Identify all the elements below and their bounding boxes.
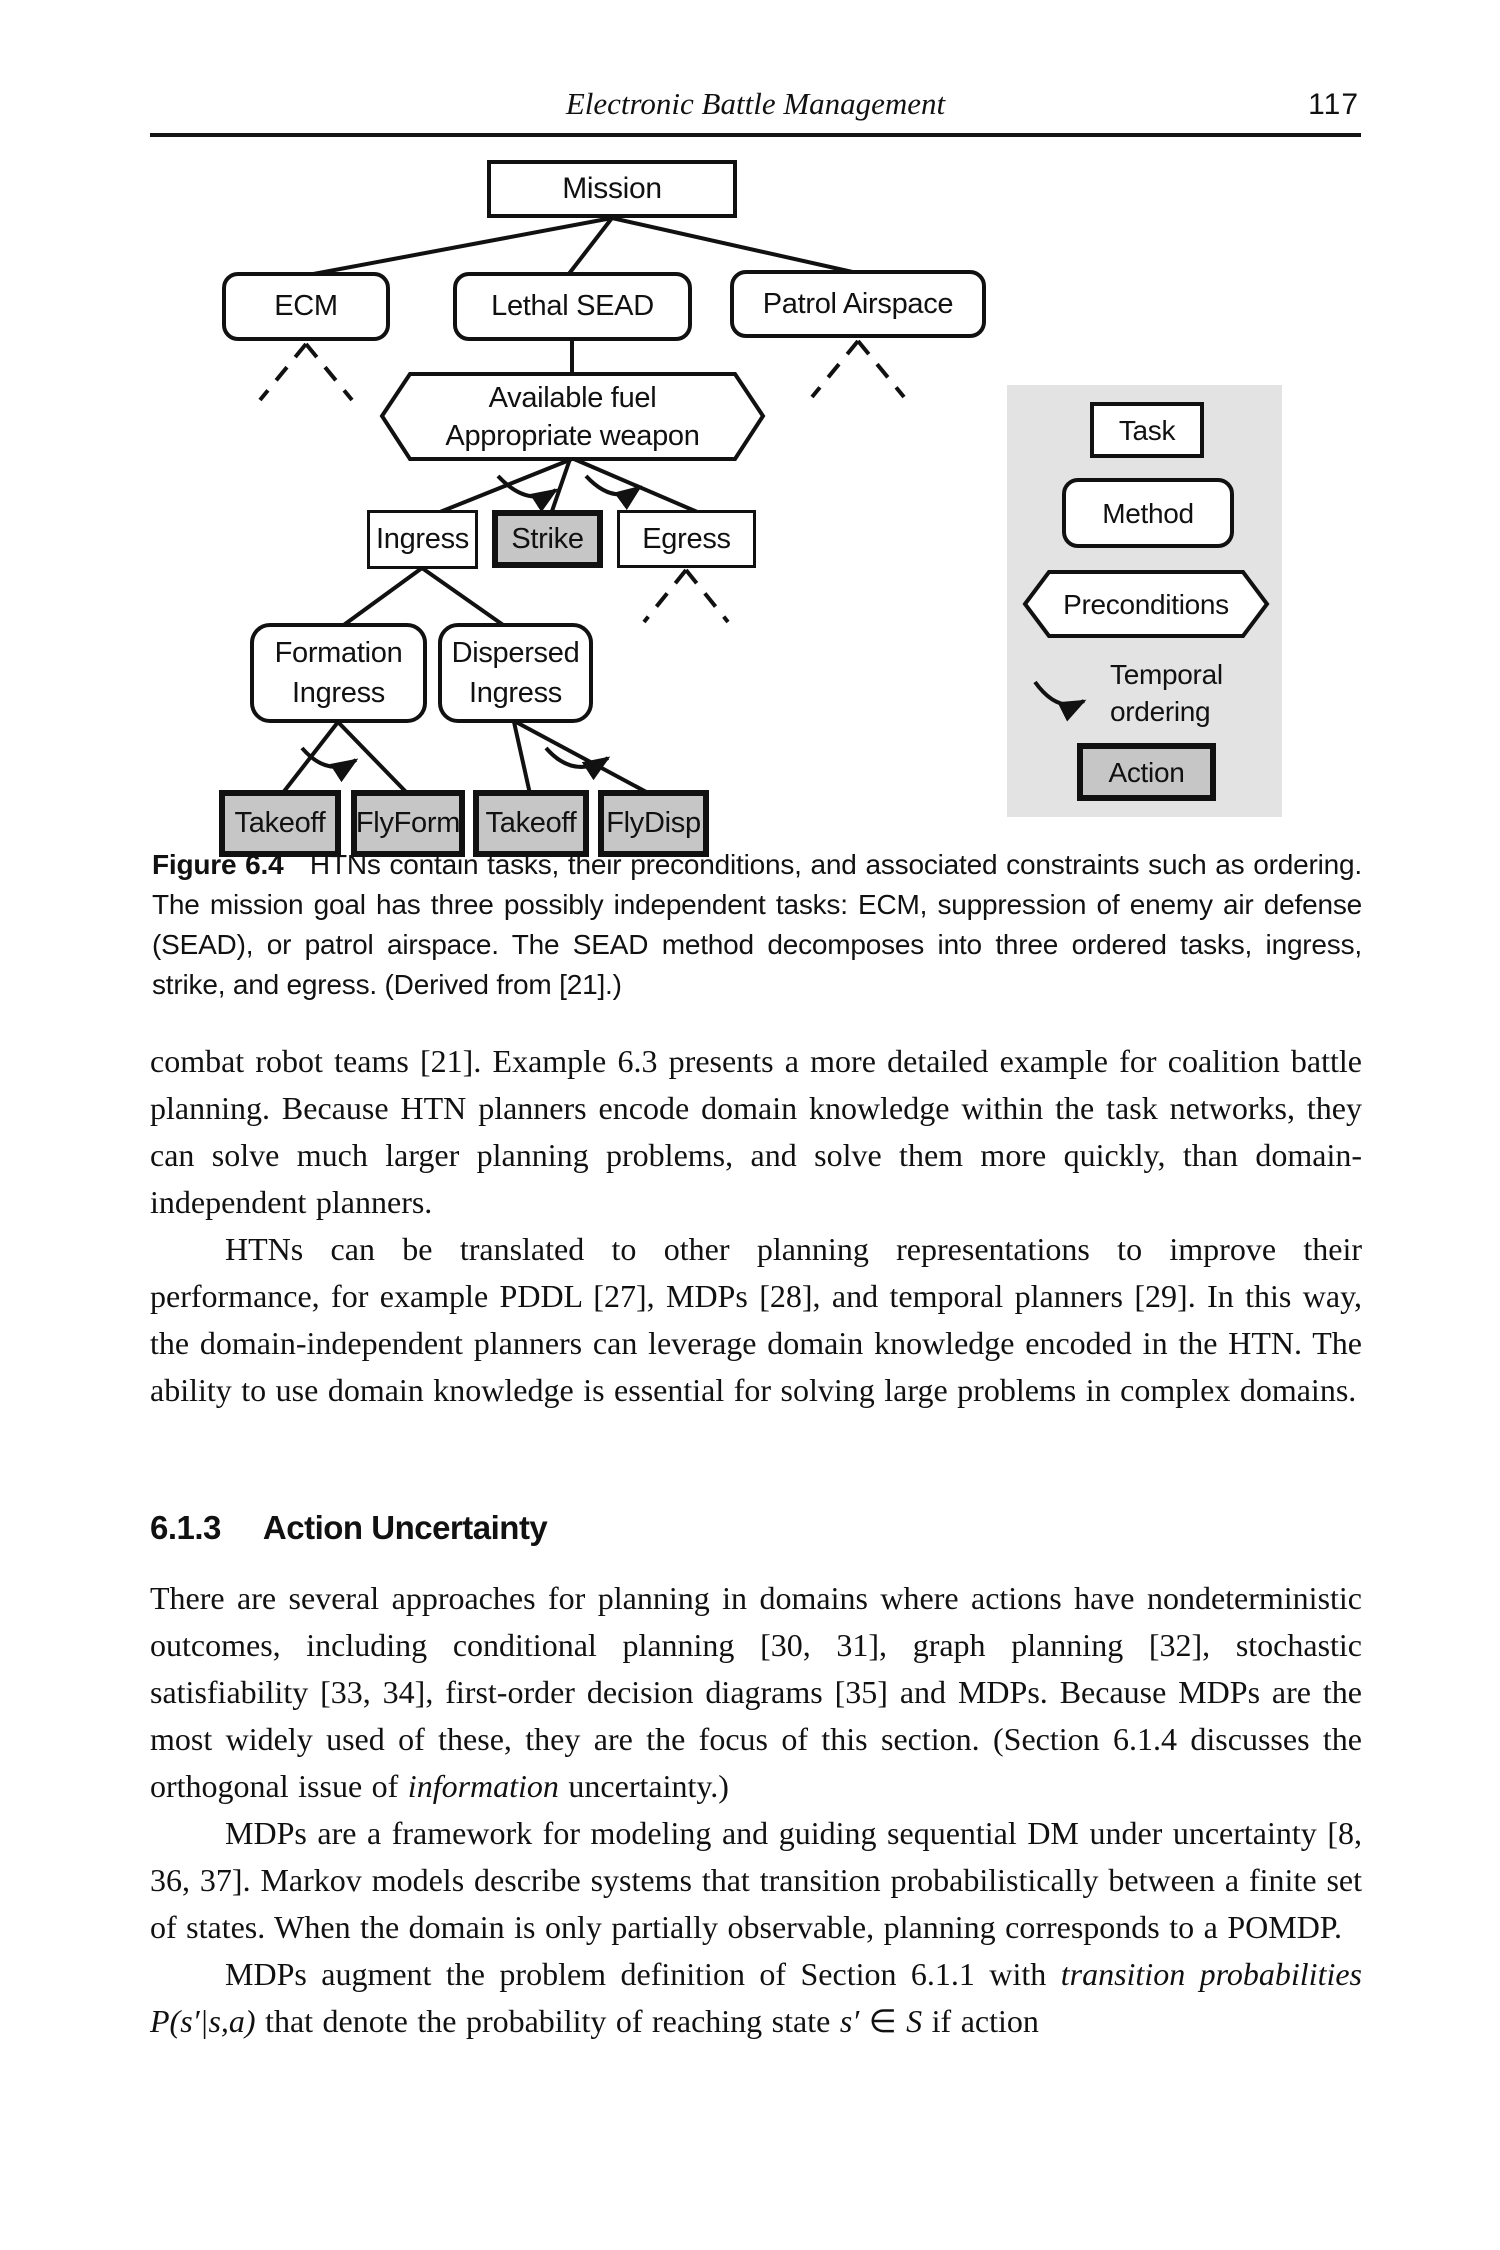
section-title: Action Uncertainty [262,1509,548,1546]
node-strike: Strike [492,510,603,568]
node-mission: Mission [487,160,737,218]
cutoff-mark-egress-left [644,570,686,622]
figure-caption: Figure 6.4 HTNs contain tasks, their preconditions, and associated constraints such as ordering. The mission goal has three possibly independent tasks: ECM, suppression of enemy air defense (SEAD), or patrol airspace. The SEAD method decomposes into three ordered tasks, ingress, strike, and egress. (Derived from [21].) [152,849,1362,1000]
connector-mission-patrol-airspace [612,218,857,273]
node-egress: Egress [617,510,756,568]
cutoff-mark-ecm-left [260,344,306,400]
connector-formation-flyform [338,722,408,794]
node-dispersed-ingress: Dispersed Ingress [438,623,593,723]
body-text-block-2 [150,1575,1362,2045]
paragraph-5: MDPs augment the problem definition of Section 6.1.1 with transition probabilities P(s′|s,a) that denote the probability of reaching state s′ ∈ S if action [150,1956,1363,2039]
connector-ingress-formation [341,568,422,627]
legend-action: Action [1077,743,1216,801]
connector-hex-ingress [435,459,572,514]
node-lethal-sead: Lethal SEAD [453,272,692,341]
section-number: 6.1.3 [150,1509,221,1546]
connector-dispersed-takeoff [514,722,530,794]
paragraph-4: MDPs are a framework for modeling and guiding sequential DM under uncertainty [8, 36, 37]. Markov models describe systems that transition probabilistically between a finite set of states. When the domain is only partially observable, planning corresponds to a POMDP. [150,1815,1362,1945]
temporal-arrow-takeoff-flyform [302,748,356,767]
cutoff-mark-patrol-left [812,341,858,397]
connector-dispersed-flydisp [516,722,650,794]
sead-decomposition-connectors [435,459,702,514]
node-flydisp: FlyDisp [598,790,709,857]
node-formation-ingress: Formation Ingress [250,623,427,723]
section-heading [150,1509,547,1547]
connector-mission-ecm [308,218,612,275]
node-ingress: Ingress [367,510,478,569]
running-title: Electronic Battle Management [565,86,946,121]
cutoff-mark-patrol-right [858,341,904,397]
legend-method: Method [1062,478,1234,548]
temporal-arrow-takeoff-flydisp [546,748,608,767]
node-takeoff-1: Takeoff [219,790,341,857]
node-flyform: FlyForm [351,790,465,857]
paragraph-3: There are several approaches for planning in domains where actions have nondeterministic outcomes, including conditional planning [30, 31], graph planning [32], stochastic satisfiability [33, 34], first-order decision diagrams [35] and MDPs. Because MDPs are the most widely used of these, they are the focus of this section. (Section 6.1.4 discusses the orthogonal issue of information uncertainty.) [150,1580,1362,1804]
body-text-block-1 [150,1038,1362,1414]
paragraph-1: combat robot teams [21]. Example 6.3 presents a more detailed example for coalition battle planning. Because HTN planners encode domain knowledge within the task networks, they can solve much larger planning problems, and solve them more quickly, than domain-independent planners. [150,1043,1362,1220]
node-ecm: ECM [222,272,390,341]
figure-diagram [0,0,1500,880]
cutoff-mark-egress-right [686,570,728,622]
legend-preconditions-label: Preconditions [1063,588,1229,620]
paragraph-2: HTNs can be translated to other planning representations to improve their performance, for example PDDL [27], MDPs [28], and temporal planners [29]. In this way, the domain-independent planners can leverage domain knowledge encoded in the HTN. The ability to use domain knowledge is essential for solving large problems in complex domains. [150,1231,1362,1408]
node-patrol-airspace: Patrol Airspace [730,270,986,338]
connector-ingress-dispersed [422,568,506,627]
page-number: 117 [1308,88,1359,121]
legend-task: Task [1090,402,1204,458]
node-takeoff-2: Takeoff [473,790,589,857]
legend-temporal-ordering-label: Temporal ordering [1110,659,1223,727]
node-preconditions-label: Available fuel Appropriate weapon [445,382,700,452]
cutoff-mark-ecm-right [306,344,352,400]
